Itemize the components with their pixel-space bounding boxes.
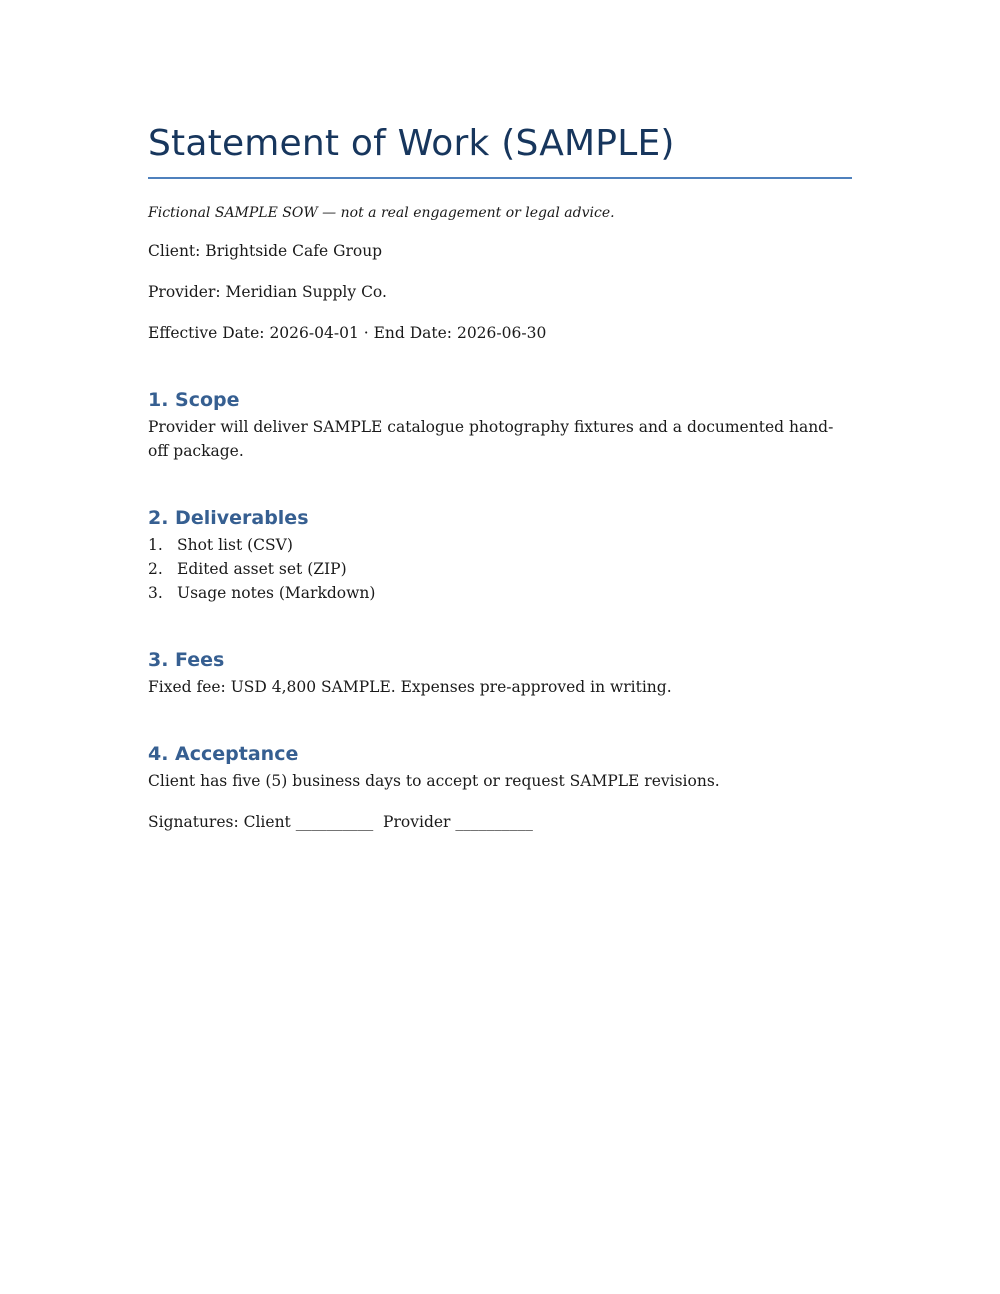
section-heading-acceptance: 4. Acceptance [148,743,299,765]
section-heading-fees: 3. Fees [148,649,225,671]
scope-text: Provider will deliver SAMPLE catalogue photography fixtures and a documented hand-off package. [148,418,834,460]
list-item-number: 3. [148,584,163,602]
fees-text: Fixed fee: USD 4,800 SAMPLE. Expenses pre-approved in writing. [148,678,672,696]
section-heading-scope: 1. Scope [148,389,240,411]
document-body [148,120,852,834]
disclaimer-text: Fictional SAMPLE SOW — not a real engagement or legal advice. [148,205,615,221]
deliverables-list [148,533,852,605]
acceptance-text: Client has five (5) business days to accept or request SAMPLE revisions. [148,772,720,790]
document-title: Statement of Work (SAMPLE) [148,120,852,179]
list-item [148,533,852,557]
list-item-number: 1. [148,536,163,554]
list-item-text: Usage notes (Markdown) [177,584,376,602]
list-item [148,557,852,581]
signatures-line: Signatures: Client __________ Provider __________ [148,813,533,831]
list-item-number: 2. [148,560,163,578]
list-item-text: Shot list (CSV) [177,536,293,554]
list-item [148,581,852,605]
client-line: Client: Brightside Cafe Group [148,242,383,260]
section-heading-deliverables: 2. Deliverables [148,507,309,529]
list-item-text: Edited asset set (ZIP) [177,560,347,578]
provider-line: Provider: Meridian Supply Co. [148,283,387,301]
dates-line: Effective Date: 2026-04-01 · End Date: 2026-06-30 [148,324,547,342]
